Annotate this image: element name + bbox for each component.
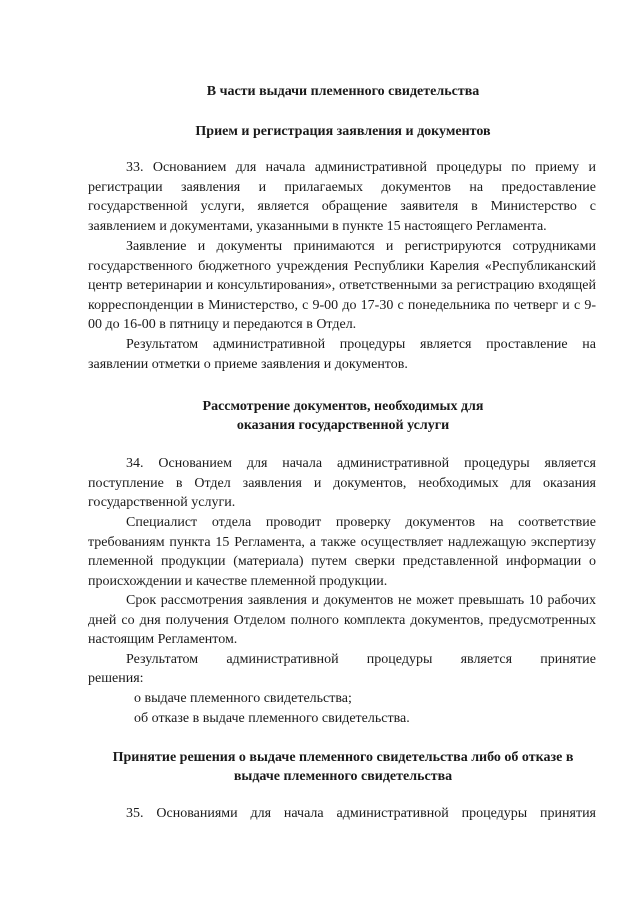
paragraph-34-result-line2: решения: bbox=[88, 671, 144, 686]
heading-reception-registration: Прием и регистрация заявления и документов bbox=[195, 124, 491, 139]
heading-breeding-certificate: В части выдачи племенного свидетельства bbox=[206, 84, 480, 99]
heading-decision-line1: Принятие решения о выдаче племенного свидетельства либо об отказе в bbox=[112, 750, 574, 765]
heading-document-review-line2: оказания государственной услуги bbox=[236, 418, 450, 433]
list-item-refusal: об отказе в выдаче племенного свидетельства. bbox=[134, 711, 410, 726]
paragraph-33-basis: 33. Основанием для начала административной процедуры по приему и регистрации заявления и прилагаемых документов на предоставление государственной услуги, является обращение заявителя в Министерство с заявлением и документами, указанными в пункте 15 настоящего Регламента. bbox=[88, 160, 596, 234]
heading-decision-line2: выдаче племенного свидетельства bbox=[233, 769, 453, 784]
list-item-issue: о выдаче племенного свидетельства; bbox=[134, 691, 352, 706]
paragraph-34-result-line1: Результатом административной процедуры является принятие bbox=[126, 652, 596, 667]
paragraph-34-term: Срок рассмотрения заявления и документов не может превышать 10 рабочих дней со дня получения Отделом полного комплекта документов, предусмотренных настоящим Регламентом. bbox=[88, 593, 596, 648]
paragraph-33-acceptance: Заявление и документы принимаются и регистрируются сотрудниками государственного бюджетного учреждения Республики Карелия «Республиканский центр ветеринарии и консультирования», ответственными за регистрацию входящей корреспонденции в Министерство, с 9-00 до 17-30 с понедельника по четверг и с 9-00 до 16-00 в пятницу и передаются в Отдел. bbox=[88, 239, 596, 333]
heading-document-review-line1: Рассмотрение документов, необходимых для bbox=[202, 399, 484, 414]
paragraph-35-basis: 35. Основаниями для начала административной процедуры принятия bbox=[126, 806, 596, 821]
paragraph-33-result: Результатом административной процедуры является проставление на заявлении отметки о приеме заявления и документов. bbox=[88, 337, 596, 372]
paragraph-34-verification: Специалист отдела проводит проверку документов на соответствие требованиям пункта 15 Регламента, а также осуществляет надлежащую экспертизу племенной продукции (материала) путем сверки представленной информации о происхождении и качестве племенной продукции. bbox=[88, 515, 596, 589]
paragraph-34-basis: 34. Основанием для начала административной процедуры является поступление в Отдел заявления и документов, необходимых для оказания государственной услуги. bbox=[88, 456, 596, 511]
